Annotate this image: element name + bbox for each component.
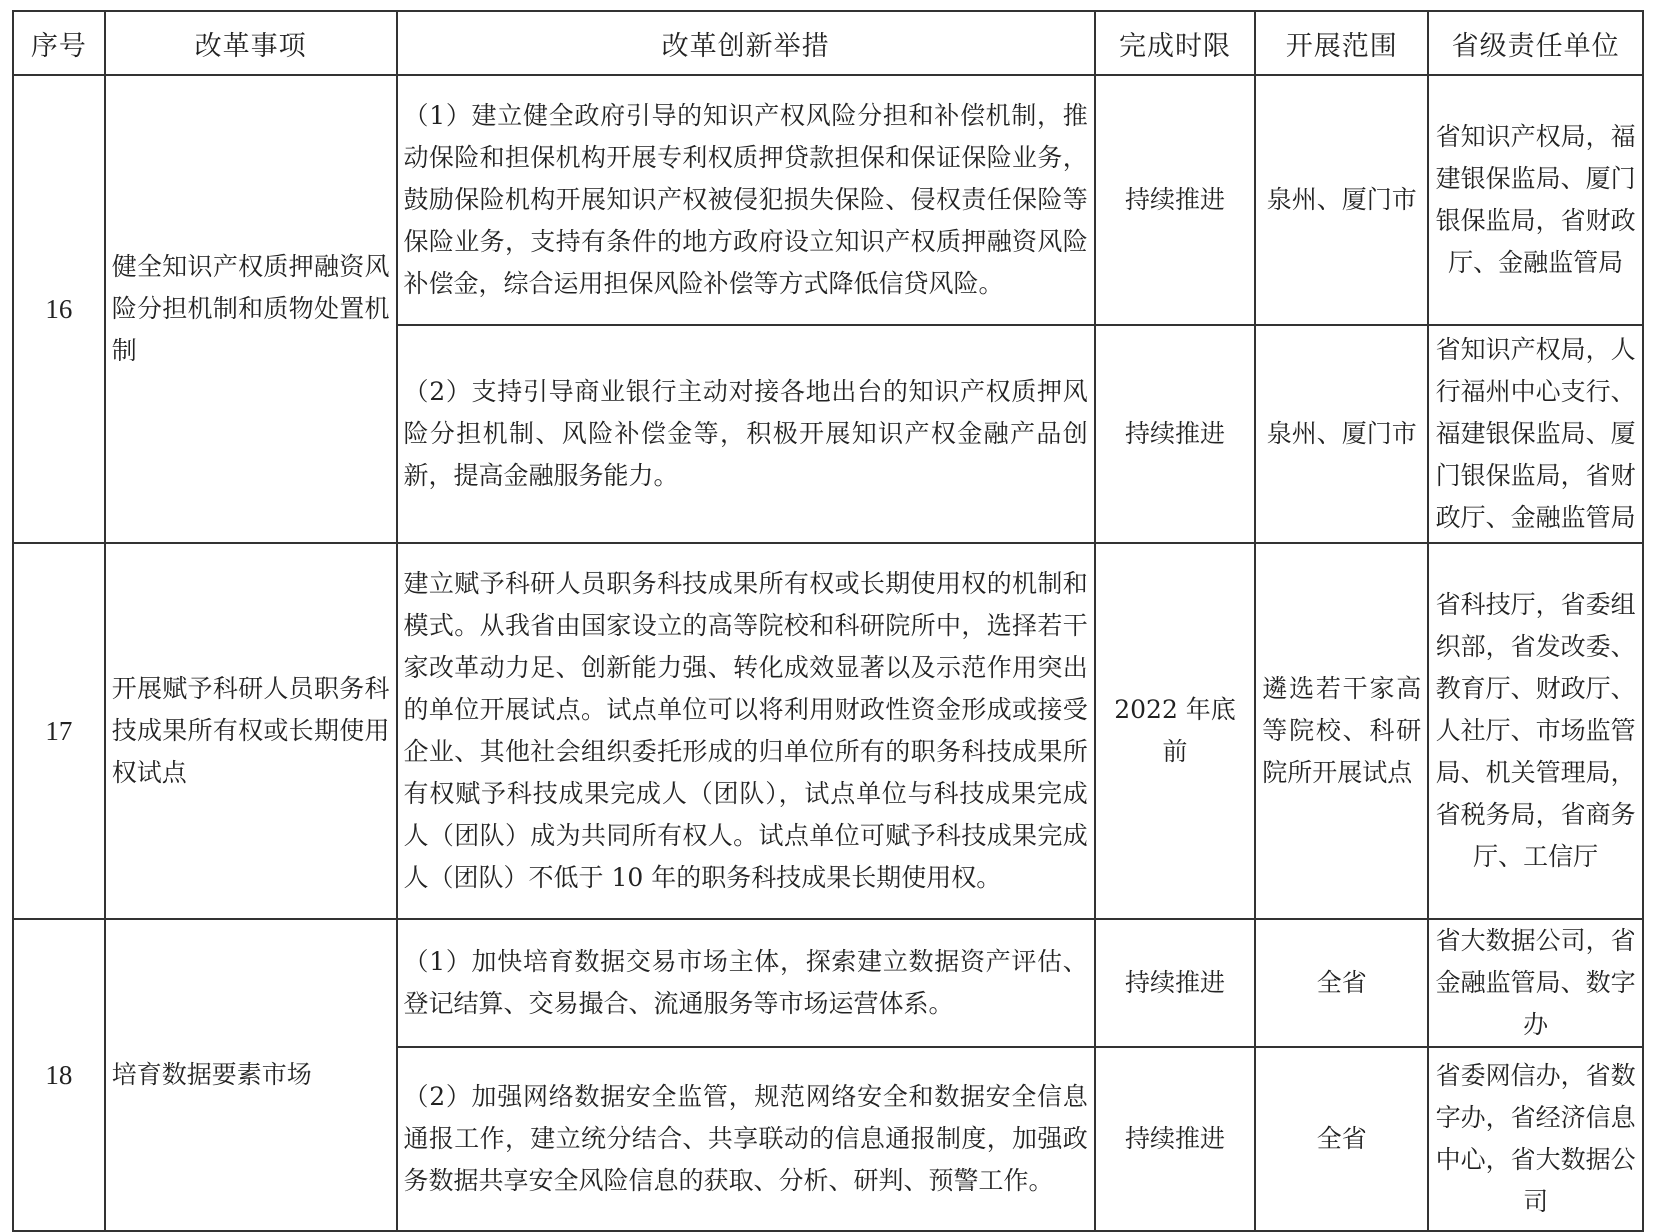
deadline: 持续推进 bbox=[1095, 325, 1255, 543]
header-unit: 省级责任单位 bbox=[1428, 11, 1643, 75]
responsible-unit: 省委网信办，省数字办，省经济信息中心，省大数据公司 bbox=[1428, 1047, 1643, 1231]
table-row bbox=[13, 919, 1643, 1047]
reform-measure: （1）加快培育数据交易市场主体，探索建立数据资产评估、登记结算、交易撮合、流通服务等市场运营体系。 bbox=[397, 919, 1095, 1047]
row-number: 18 bbox=[13, 919, 105, 1231]
reform-measure: 建立赋予科研人员职务科技成果所有权或长期使用权的机制和模式。从我省由国家设立的高等院校和科研院所中，选择若干家改革动力足、创新能力强、转化成效显著以及示范作用突出的单位开展试点。试点单位可以将利用财政性资金形成或接受企业、其他社会组织委托形成的归单位所有的职务科技成果所有权赋予科技成果完成人（团队），试点单位与科技成果完成人（团队）成为共同所有权人。试点单位可赋予科技成果完成人（团队）不低于 10 年的职务科技成果长期使用权。 bbox=[397, 543, 1095, 919]
row-number: 17 bbox=[13, 543, 105, 919]
deadline: 持续推进 bbox=[1095, 75, 1255, 325]
scope: 泉州、厦门市 bbox=[1255, 75, 1428, 325]
reform-item: 开展赋予科研人员职务科技成果所有权或长期使用权试点 bbox=[105, 543, 397, 919]
reform-measure: （2）支持引导商业银行主动对接各地出台的知识产权质押风险分担机制、风险补偿金等，积极开展知识产权金融产品创新，提高金融服务能力。 bbox=[397, 325, 1095, 543]
header-deadline: 完成时限 bbox=[1095, 11, 1255, 75]
scope: 泉州、厦门市 bbox=[1255, 325, 1428, 543]
header-no: 序号 bbox=[13, 11, 105, 75]
responsible-unit: 省大数据公司，省金融监管局、数字办 bbox=[1428, 919, 1643, 1047]
reform-item: 培育数据要素市场 bbox=[105, 919, 397, 1231]
responsible-unit: 省知识产权局，福建银保监局、厦门银保监局，省财政厅、金融监管局 bbox=[1428, 75, 1643, 325]
deadline: 持续推进 bbox=[1095, 919, 1255, 1047]
header-item: 改革事项 bbox=[105, 11, 397, 75]
scope: 遴选若干家高等院校、科研院所开展试点 bbox=[1255, 543, 1428, 919]
reform-item: 健全知识产权质押融资风险分担机制和质物处置机制 bbox=[105, 75, 397, 543]
table-row bbox=[13, 543, 1643, 919]
table-row bbox=[13, 75, 1643, 325]
responsible-unit: 省知识产权局，人行福州中心支行、福建银保监局、厦门银保监局，省财政厅、金融监管局 bbox=[1428, 325, 1643, 543]
header-row bbox=[13, 11, 1643, 75]
scope: 全省 bbox=[1255, 1047, 1428, 1231]
header-scope: 开展范围 bbox=[1255, 11, 1428, 75]
deadline: 2022 年底前 bbox=[1095, 543, 1255, 919]
deadline: 持续推进 bbox=[1095, 1047, 1255, 1231]
reform-measure: （1）建立健全政府引导的知识产权风险分担和补偿机制，推动保险和担保机构开展专利权质押贷款担保和保证保险业务，鼓励保险机构开展知识产权被侵犯损失保险、侵权责任保险等保险业务，支持有条件的地方政府设立知识产权质押融资风险补偿金，综合运用担保风险补偿等方式降低信贷风险。 bbox=[397, 75, 1095, 325]
responsible-unit: 省科技厅，省委组织部，省发改委、教育厅、财政厅、人社厅、市场监管局、机关管理局，省税务局，省商务厅、工信厅 bbox=[1428, 543, 1643, 919]
reform-table bbox=[12, 10, 1644, 1232]
header-measures: 改革创新举措 bbox=[397, 11, 1095, 75]
scope: 全省 bbox=[1255, 919, 1428, 1047]
row-number: 16 bbox=[13, 75, 105, 543]
reform-measure: （2）加强网络数据安全监管，规范网络安全和数据安全信息通报工作，建立统分结合、共享联动的信息通报制度，加强政务数据共享安全风险信息的获取、分析、研判、预警工作。 bbox=[397, 1047, 1095, 1231]
